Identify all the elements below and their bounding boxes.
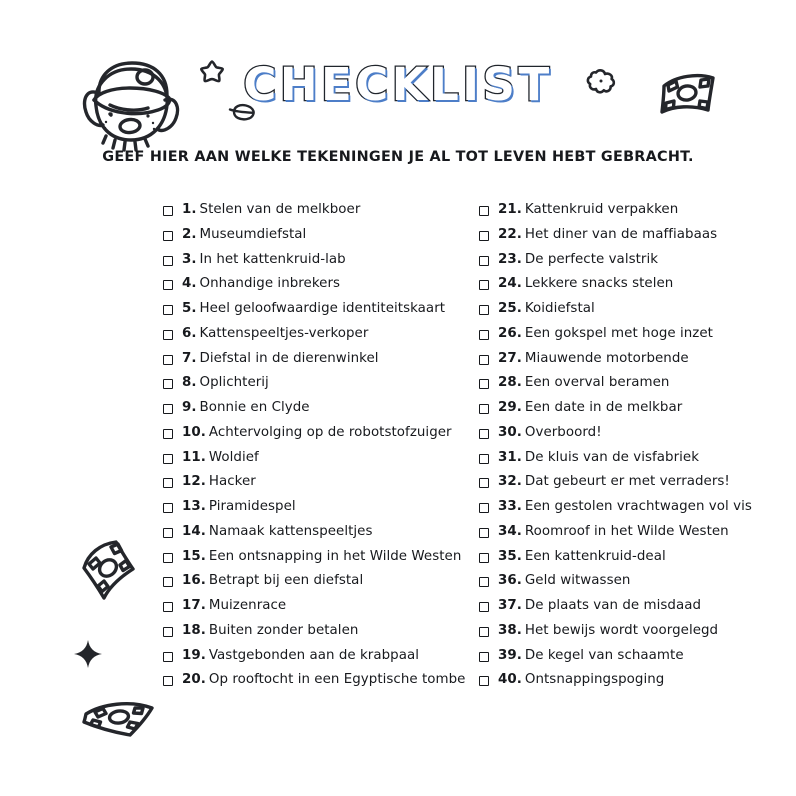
checklist-row[interactable] [163,198,473,223]
checklist-row-label: Roomroof in het Wilde Westen [524,523,729,539]
checklist-row-number: 24. [498,276,522,292]
checkbox-icon[interactable] [479,305,489,315]
checkbox-icon[interactable] [163,355,173,365]
checklist-row-text [498,470,730,495]
checklist-row-text [498,446,699,471]
checklist-row-text [182,421,452,446]
checklist-row[interactable] [479,619,789,644]
checklist-row-number: 26. [498,325,522,341]
checklist-row-text [182,198,360,223]
checkbox-icon[interactable] [163,429,173,439]
checklist-row-number: 21. [498,202,522,217]
checklist-row[interactable] [163,371,473,396]
checklist-row-label: Een overval beramen [524,375,670,391]
checklist-row-number: 9. [182,400,197,415]
checklist-row[interactable] [163,668,473,693]
checklist-row-number: 13. [182,499,206,514]
checklist-row-label: Muizenrace [208,598,287,613]
checklist-row-text [182,520,372,545]
page-title: CHECKLIST [243,58,553,111]
checklist-row-text [498,668,664,693]
checklist-row-number: 34. [498,523,522,539]
checklist-row-text [182,668,465,693]
checkbox-icon[interactable] [479,429,489,439]
checklist-row[interactable] [479,272,789,297]
checklist-row[interactable] [479,495,789,520]
checklist-row-number: 18. [182,622,206,638]
checklist-row-text [182,223,306,248]
checklist-row-number: 25. [498,301,522,316]
checklist-row-number: 30. [498,424,522,440]
checkbox-icon[interactable] [479,652,489,662]
checklist-row-number: 27. [498,350,522,366]
checklist-row[interactable] [163,569,473,594]
checkbox-icon[interactable] [163,478,173,488]
checkbox-icon[interactable] [479,478,489,488]
checkbox-icon[interactable] [479,528,489,538]
checklist-row-text [498,495,752,520]
checkbox-icon[interactable] [163,528,173,538]
checklist-row-number: 2. [182,226,197,242]
checklist-row-label: Miauwende motorbende [524,350,689,366]
checkbox-icon[interactable] [479,256,489,266]
checklist-row-label: Koidiefstal [524,301,595,316]
checklist-row-number: 8. [182,375,197,391]
checklist-row-number: 36. [498,573,522,589]
checklist-row-number: 1. [182,202,197,217]
checkbox-icon[interactable] [479,231,489,241]
checklist-row[interactable] [479,668,789,693]
checklist-row[interactable] [163,594,473,619]
page-title-wrap [0,58,796,111]
checklist-row-text [498,198,678,223]
checklist-row-label: De kluis van de visfabriek [524,449,700,465]
checklist-row[interactable] [163,495,473,520]
checklist-row[interactable] [163,248,473,273]
checklist-row-number: 33. [498,499,522,514]
checklist-row-label: Namaak kattenspeeltjes [208,523,373,539]
checklist-row-text [182,644,419,669]
checklist-row-number: 38. [498,622,522,638]
checkbox-icon[interactable] [163,330,173,340]
checklist-row-label: Onhandige inbrekers [199,276,341,292]
checklist-row-label: Heel geloofwaardige identiteitskaart [199,301,446,316]
checklist-row-number: 37. [498,598,522,613]
checklist-row-label: Overboord! [524,424,602,440]
checklist-row-text [182,248,346,273]
checklist-row-label: Kattenspeeltjes-verkoper [199,325,369,341]
checkbox-icon[interactable] [479,602,489,612]
checklist-row[interactable] [479,470,789,495]
checklist-row-label: Hacker [208,474,256,490]
checklist-row-text [182,495,296,520]
checkbox-icon[interactable] [479,404,489,414]
checklist-row-text [498,421,602,446]
checklist-row-label: Kattenkruid verpakken [524,202,679,217]
checklist-row-text [498,396,682,421]
checklist-row-label: Een kattenkruid-deal [524,548,666,564]
checklist-row-number: 28. [498,375,522,391]
checklist-row-label: Buiten zonder betalen [208,622,359,638]
checklist-row-label: Op rooftocht in een Egyptische tombe [208,672,466,688]
checklist-row-text [498,569,630,594]
checklist-row-number: 3. [182,251,197,267]
checkbox-icon[interactable] [479,553,489,563]
checklist-row-number: 4. [182,276,197,292]
checklist-row[interactable] [479,644,789,669]
checklist-row-label: Ontsnappingspoging [524,672,665,688]
checkbox-icon[interactable] [163,206,173,216]
checklist-row-number: 11. [182,449,206,465]
checklist-row[interactable] [163,470,473,495]
checklist-row[interactable] [479,520,789,545]
checkbox-icon[interactable] [479,330,489,340]
checkbox-icon[interactable] [163,503,173,513]
checklist [0,198,796,708]
checklist-row[interactable] [163,545,473,570]
checklist-row-label: Een date in de melkbar [524,400,683,415]
checkbox-icon[interactable] [163,231,173,241]
checkbox-icon[interactable] [479,280,489,290]
checklist-row[interactable] [479,569,789,594]
checkbox-icon[interactable] [163,454,173,464]
checkbox-icon[interactable] [163,553,173,563]
checkbox-icon[interactable] [163,256,173,266]
checklist-row[interactable] [163,272,473,297]
checklist-row-label: Achtervolging op de robotstofzuiger [208,424,452,440]
checkbox-icon[interactable] [163,602,173,612]
checkbox-icon[interactable] [163,379,173,389]
checkbox-icon[interactable] [163,627,173,637]
checklist-row-text [498,322,713,347]
checklist-row[interactable] [163,347,473,372]
checkbox-icon[interactable] [479,627,489,637]
checklist-row[interactable] [479,545,789,570]
checklist-row-label: De perfecte valstrik [524,251,659,267]
checklist-row[interactable] [479,396,789,421]
checkbox-icon[interactable] [479,379,489,389]
checklist-row-number: 10. [182,424,206,440]
checklist-row-label: Een gokspel met hoge inzet [524,325,713,341]
checklist-row-text [498,272,673,297]
checklist-row-number: 32. [498,474,522,490]
checklist-row[interactable] [163,322,473,347]
checklist-row-label: Het diner van de maffiabaas [524,226,718,242]
checklist-row-text [498,297,595,322]
checklist-row[interactable] [479,594,789,619]
checklist-column-right [479,198,789,693]
checklist-row-label: Lekkere snacks stelen [524,276,674,292]
checklist-column-left [163,198,473,693]
checklist-row-number: 7. [182,350,197,366]
checklist-row-number: 14. [182,523,206,539]
checklist-row-text [182,371,269,396]
checklist-row-text [182,470,256,495]
checklist-row-text [498,619,718,644]
checklist-row-label: Betrapt bij een diefstal [208,573,364,589]
checklist-row-number: 35. [498,548,522,564]
checklist-row-text [498,248,658,273]
checklist-row-number: 20. [182,672,206,688]
checklist-row-number: 39. [498,647,522,663]
page-subtitle: GEEF HIER AAN WELKE TEKENINGEN JE AL TOT LEVEN HEBT GEBRACHT. [102,149,694,165]
checklist-row-text [498,594,701,619]
checklist-row-number: 5. [182,301,197,316]
checklist-row-number: 23. [498,251,522,267]
checklist-row-label: Geld witwassen [524,573,631,589]
checklist-row[interactable] [479,198,789,223]
checklist-row-number: 19. [182,647,206,663]
checkbox-icon[interactable] [163,404,173,414]
checklist-row[interactable] [479,322,789,347]
checklist-row-label: Stelen van de melkboer [199,202,361,217]
checklist-row-text [498,223,717,248]
checklist-row-text [182,396,310,421]
checklist-row-number: 6. [182,325,197,341]
checklist-row[interactable] [479,371,789,396]
checklist-row-number: 12. [182,474,206,490]
checklist-row-text [498,644,684,669]
checklist-row-label: Het bewijs wordt voorgelegd [524,622,719,638]
checklist-row-text [498,545,666,570]
checklist-row[interactable] [163,644,473,669]
checkbox-icon[interactable] [163,305,173,315]
checklist-row-text [182,619,358,644]
checklist-row-text [182,446,259,471]
checklist-row-number: 40. [498,672,522,688]
checkbox-icon[interactable] [479,676,489,686]
checklist-row-text [182,347,379,372]
checklist-row-number: 31. [498,449,522,465]
checklist-row-label: In het kattenkruid-lab [199,251,346,267]
checklist-row[interactable] [479,421,789,446]
checklist-row-number: 22. [498,226,522,242]
checklist-row[interactable] [163,619,473,644]
checkbox-icon[interactable] [479,454,489,464]
checkbox-icon[interactable] [479,503,489,513]
checklist-row[interactable] [163,421,473,446]
checkbox-icon[interactable] [479,206,489,216]
checkbox-icon[interactable] [479,355,489,365]
checklist-row-text [498,347,689,372]
checklist-row-number: 29. [498,400,522,415]
checklist-row-text [498,520,729,545]
checklist-row[interactable] [163,446,473,471]
checklist-row[interactable] [479,446,789,471]
checklist-row[interactable] [479,223,789,248]
checklist-row-text [182,322,368,347]
checklist-row[interactable] [163,223,473,248]
checklist-row[interactable] [479,347,789,372]
checklist-row-label: Museumdiefstal [199,226,307,242]
checkbox-icon[interactable] [479,577,489,587]
checkbox-icon[interactable] [163,652,173,662]
checklist-row-number: 15. [182,548,206,564]
checklist-row-number: 16. [182,573,206,589]
checklist-row-label: Woldief [208,449,259,465]
checklist-row-text [182,272,340,297]
checkbox-icon[interactable] [163,676,173,686]
checklist-row-text [182,545,461,570]
checklist-row-text [182,569,363,594]
checklist-row-label: De kegel van schaamte [524,647,684,663]
checklist-row[interactable] [479,297,789,322]
checklist-row-label: Dat gebeurt er met verraders! [524,474,730,490]
checklist-row-label: De plaats van de misdaad [524,598,702,613]
checklist-row-label: Vastgebonden aan de krabpaal [208,647,419,663]
checklist-row-label: Bonnie en Clyde [199,400,310,415]
checklist-row-label: Piramidespel [208,499,296,514]
checklist-row-number: 17. [182,598,206,613]
checklist-row-label: Een ontsnapping in het Wilde Westen [208,548,462,564]
checkbox-icon[interactable] [163,577,173,587]
checklist-row-label: Diefstal in de dierenwinkel [199,350,379,366]
checkbox-icon[interactable] [163,280,173,290]
checklist-row-label: Een gestolen vrachtwagen vol vis [524,499,752,514]
checklist-row[interactable] [479,248,789,273]
checklist-row[interactable] [163,396,473,421]
checklist-row-text [182,297,445,322]
checklist-row[interactable] [163,297,473,322]
checklist-row-text [498,371,669,396]
checklist-row-label: Oplichterij [199,375,269,391]
checklist-row-text [182,594,286,619]
checklist-row[interactable] [163,520,473,545]
